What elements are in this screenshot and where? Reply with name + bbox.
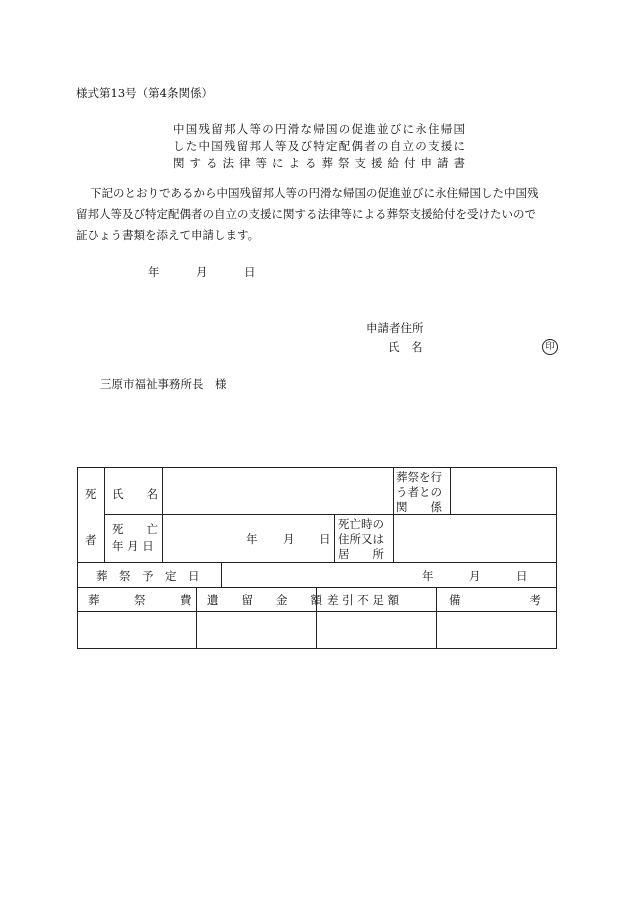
death-address-label-3: 居 所 — [338, 547, 384, 561]
body-line-3: 証ひょう書類を添えて申請します。 — [76, 228, 260, 242]
body-text — [76, 185, 556, 248]
applicant-address-label: 申請者住所 — [366, 321, 424, 335]
title-line-1: 中国残留邦人等の円滑な帰国の促進並びに永住帰国 — [173, 122, 465, 136]
estate-value-cell[interactable] — [196, 611, 317, 649]
funeral-date-label: 葬 祭 予 定 日 — [96, 569, 200, 583]
funeral-day: 日 — [516, 569, 528, 583]
date-year: 年 — [148, 265, 160, 279]
date-day: 日 — [244, 265, 256, 279]
remarks-value-cell[interactable] — [436, 611, 557, 649]
body-line-1: 下記のとおりであるから中国残留邦人等の円滑な帰国の促進並びに永住帰国した中国残 — [90, 186, 539, 200]
death-date-label-1: 死 亡 — [112, 522, 158, 536]
relation-label-2: う者との — [396, 485, 442, 499]
funeral-month: 月 — [469, 569, 481, 583]
relation-value-cell[interactable] — [450, 467, 557, 515]
title-line-3: 関する法律等による葬祭支援給付申請書 — [173, 156, 465, 170]
relation-label-3: 関 係 — [396, 500, 442, 514]
funeral-year: 年 — [422, 569, 434, 583]
shortfall-value-cell[interactable] — [316, 611, 437, 649]
death-address-label-1: 死亡時の — [338, 517, 384, 531]
death-address-label-2: 住所又は — [338, 532, 384, 546]
relation-label-1: 葬祭を行 — [396, 470, 442, 484]
seal-mark: 印 — [542, 339, 558, 355]
date-month: 月 — [196, 265, 208, 279]
form-number: 様式第13号（第4条関係） — [76, 86, 213, 100]
title-line-2: した中国残留邦人等及び特定配偶者の自立の支援に — [173, 139, 465, 153]
applicant-name-label: 氏 名 — [388, 340, 423, 354]
remarks-header: 備 考 — [449, 593, 541, 607]
death-day: 日 — [319, 532, 331, 546]
shortfall-header: 差 引 不 足 額 — [327, 593, 400, 607]
name-value-cell[interactable] — [162, 467, 394, 515]
death-month: 月 — [283, 532, 295, 546]
death-date-label-2: 年 月 日 — [112, 539, 154, 553]
funeral-cost-value-cell[interactable] — [77, 611, 197, 649]
addressee: 三原市福祉事務所長 様 — [100, 377, 227, 391]
estate-header: 遺 留 金 額 — [207, 593, 322, 607]
name-label: 氏 名 — [112, 487, 158, 501]
funeral-cost-header: 葬 祭 費 — [88, 593, 192, 607]
deceased-label-2: 者 — [85, 533, 97, 547]
funeral-date-value-cell[interactable] — [221, 562, 557, 588]
deceased-header-cell — [77, 467, 105, 563]
death-year: 年 — [246, 532, 258, 546]
deceased-label-1: 死 — [85, 487, 97, 501]
form-title — [173, 121, 465, 172]
death-address-value-cell[interactable] — [393, 514, 557, 563]
body-line-2: 留邦人等及び特定配偶者の自立の支援に関する法律等による葬祭支援給付を受けたいので — [76, 207, 536, 221]
